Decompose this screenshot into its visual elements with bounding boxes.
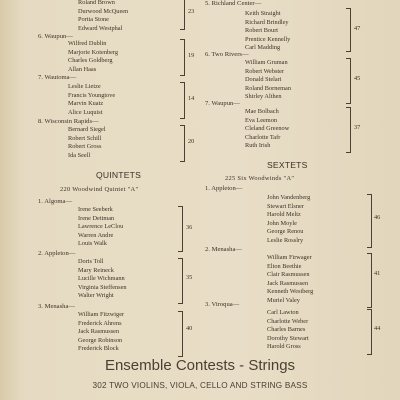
member-name: Bernard Siegel bbox=[68, 126, 106, 133]
event-subtitle: 220 Woodwind Quintet "A" bbox=[60, 186, 139, 193]
member-name: William Firwager bbox=[267, 254, 312, 261]
member-name: Cleland Greenow bbox=[245, 125, 290, 133]
entry-appleton-quintet bbox=[38, 250, 213, 300]
bracket bbox=[367, 194, 372, 248]
member-name: Charlotte Tafr bbox=[245, 133, 281, 141]
member-name: Durwood McQueen bbox=[78, 7, 129, 15]
entry-appleton-sextet bbox=[205, 185, 381, 244]
rating-number: 23 bbox=[188, 8, 195, 15]
member-name: Robert Webster bbox=[245, 67, 285, 75]
member-name: Warren Andre bbox=[78, 231, 114, 239]
member-name: Charlotte Weber bbox=[267, 317, 309, 325]
rating-number: 47 bbox=[354, 25, 361, 32]
member-name: Keith Straight bbox=[245, 10, 281, 17]
strings-section-title: Ensemble Contests - Strings bbox=[104, 357, 296, 374]
member-name: Elton Beethie bbox=[267, 262, 302, 270]
names-list bbox=[78, 0, 128, 34]
member-name: Irene Dettman bbox=[78, 214, 115, 222]
member-name: Roland Brown bbox=[78, 0, 115, 6]
member-name: Walter Wright bbox=[78, 292, 114, 300]
school-label: 3. Menasha— bbox=[38, 303, 75, 310]
member-name: George Renou bbox=[267, 228, 304, 236]
rating-number: 37 bbox=[354, 124, 361, 131]
bracket bbox=[178, 258, 183, 304]
bracket bbox=[178, 206, 183, 252]
rating-number: 19 bbox=[188, 52, 195, 59]
entry-viroqua bbox=[205, 301, 381, 351]
bracket bbox=[346, 58, 351, 104]
member-name: Lucille Wichmann bbox=[78, 275, 125, 283]
rating-number: 40 bbox=[186, 325, 193, 332]
member-name: Virginia Steffensen bbox=[78, 283, 127, 291]
member-name: Frederick Block bbox=[78, 345, 119, 353]
member-name: Harold Gross bbox=[267, 343, 301, 351]
member-name: Frederick Ahrens bbox=[78, 319, 122, 327]
member-name: Harold Meltz bbox=[267, 211, 301, 219]
member-name: Mae Bolbach bbox=[245, 108, 279, 115]
school-label: 1. Algoma— bbox=[38, 198, 73, 205]
member-name: Ida Seell bbox=[68, 151, 91, 159]
member-name: Robert Bourt bbox=[245, 27, 279, 35]
school-label: 6. Waupun— bbox=[38, 33, 73, 40]
entry-waupun-right bbox=[205, 100, 380, 150]
member-name: Donald Stelari bbox=[245, 76, 282, 84]
bracket bbox=[346, 8, 351, 52]
school-label: 6. Two Rivers— bbox=[205, 51, 249, 58]
rating-number: 35 bbox=[186, 274, 193, 281]
section-title-quintets: QUINTETS bbox=[96, 170, 142, 180]
bracket bbox=[346, 107, 351, 153]
member-name: Mary Reineck bbox=[78, 266, 114, 274]
entry-two-rivers bbox=[205, 51, 380, 101]
names-list bbox=[267, 255, 313, 307]
member-name: Eva Leemon bbox=[245, 116, 277, 124]
bracket bbox=[180, 0, 185, 30]
school-label: 8. Wisconsin Rapids— bbox=[38, 118, 99, 125]
names-list bbox=[245, 109, 289, 152]
member-name: Alice Luquist bbox=[68, 108, 103, 116]
school-label: 5. Richland Center— bbox=[205, 0, 262, 7]
member-name: Allan Haas bbox=[68, 65, 97, 73]
names-list bbox=[78, 207, 123, 250]
member-name: Jack Rasmussen bbox=[267, 279, 309, 287]
member-name: Irene Seeberk bbox=[78, 206, 113, 213]
member-name: Carl Madding bbox=[245, 44, 281, 52]
bracket bbox=[367, 253, 372, 308]
school-label: 2. Appleton— bbox=[38, 250, 76, 257]
member-name: Clair Rasmussen bbox=[267, 271, 310, 279]
rating-number: 36 bbox=[186, 224, 193, 231]
member-name: Richard Brindley bbox=[245, 18, 289, 26]
member-name: Stewart Elsner bbox=[267, 202, 304, 210]
member-name: Charles Goldberg bbox=[68, 57, 113, 65]
member-name: Ruth Irish bbox=[245, 142, 271, 150]
names-list bbox=[245, 11, 290, 54]
names-list bbox=[78, 312, 124, 355]
member-name: Robert Gross bbox=[68, 143, 102, 151]
member-name: Muriel Valey bbox=[267, 296, 300, 304]
names-list bbox=[245, 60, 291, 103]
member-name: William Fitzwiger bbox=[78, 311, 125, 318]
names-list bbox=[68, 84, 115, 118]
member-name: Leslie Lietze bbox=[68, 83, 101, 90]
member-name: Lawrence LeClou bbox=[78, 223, 124, 231]
strings-event-subtitle: 302 TWO VIOLINS, VIOLA, CELLO AND STRING BASS bbox=[92, 381, 308, 390]
member-name: Shirley Althen bbox=[245, 93, 282, 101]
rating-number: 20 bbox=[188, 138, 195, 145]
section-title-sextets: SEXTETS bbox=[267, 160, 308, 170]
entry-wisconsin-rapids bbox=[38, 118, 213, 159]
member-name: Carl Lawton bbox=[267, 309, 299, 316]
member-name: Edward Westphal bbox=[78, 24, 123, 32]
bracket bbox=[367, 309, 372, 355]
member-name: Wilfred Dublin bbox=[68, 40, 107, 47]
bracket bbox=[178, 311, 183, 357]
names-list bbox=[267, 310, 309, 353]
rating-number: 46 bbox=[374, 214, 381, 221]
member-name: John Moyle bbox=[267, 219, 297, 227]
bracket bbox=[180, 125, 185, 162]
school-label: 1. Appleton— bbox=[205, 185, 243, 192]
rating-number: 41 bbox=[374, 270, 381, 277]
event-subtitle: 225 Six Woodwinds "A" bbox=[225, 175, 295, 182]
member-name: Dorothy Stewart bbox=[267, 334, 309, 342]
entry-richland-center bbox=[205, 0, 380, 52]
member-name: Charles Barnes bbox=[267, 326, 306, 334]
rating-number: 14 bbox=[188, 95, 195, 102]
member-name: Kenneth Westberg bbox=[267, 288, 314, 296]
names-list bbox=[68, 127, 106, 161]
member-name: Roland Borneman bbox=[245, 84, 291, 92]
member-name: John Vandenberg bbox=[267, 194, 311, 201]
rating-number: 45 bbox=[354, 75, 361, 82]
names-list bbox=[68, 41, 118, 75]
entry-waupun bbox=[38, 33, 213, 73]
member-name: Prentice Kennelly bbox=[245, 35, 291, 43]
member-name: George Robinson bbox=[78, 336, 123, 344]
entry-menasha-sextet bbox=[205, 246, 381, 304]
member-name: Robert Schill bbox=[68, 134, 102, 142]
entry-menasha-quintet bbox=[38, 303, 213, 353]
bracket bbox=[180, 39, 185, 76]
rating-number: 44 bbox=[374, 325, 381, 332]
member-name: Marvin Kuatz bbox=[68, 100, 104, 108]
member-name: Leslie Rosslry bbox=[267, 236, 304, 244]
member-name: Jack Rasmussen bbox=[78, 328, 120, 336]
member-name: William Gruman bbox=[245, 59, 288, 66]
member-name: Marjorie Kotenberg bbox=[68, 48, 119, 56]
names-list bbox=[78, 259, 127, 302]
school-label: 3. Viroqua— bbox=[205, 301, 240, 308]
school-label: 7. Wautoma— bbox=[38, 74, 77, 81]
member-name: Francis Youngtove bbox=[68, 91, 116, 99]
entry-wautoma bbox=[38, 74, 213, 116]
school-label: 7. Waupun— bbox=[205, 100, 240, 107]
bracket bbox=[180, 82, 185, 119]
names-list bbox=[267, 195, 310, 247]
entry-algoma bbox=[38, 198, 213, 248]
member-name: Louis Walk bbox=[78, 240, 107, 248]
member-name: Doris Toll bbox=[78, 258, 104, 265]
school-label: 2. Menasha— bbox=[205, 246, 242, 253]
member-name: Portia Stone bbox=[78, 16, 109, 24]
